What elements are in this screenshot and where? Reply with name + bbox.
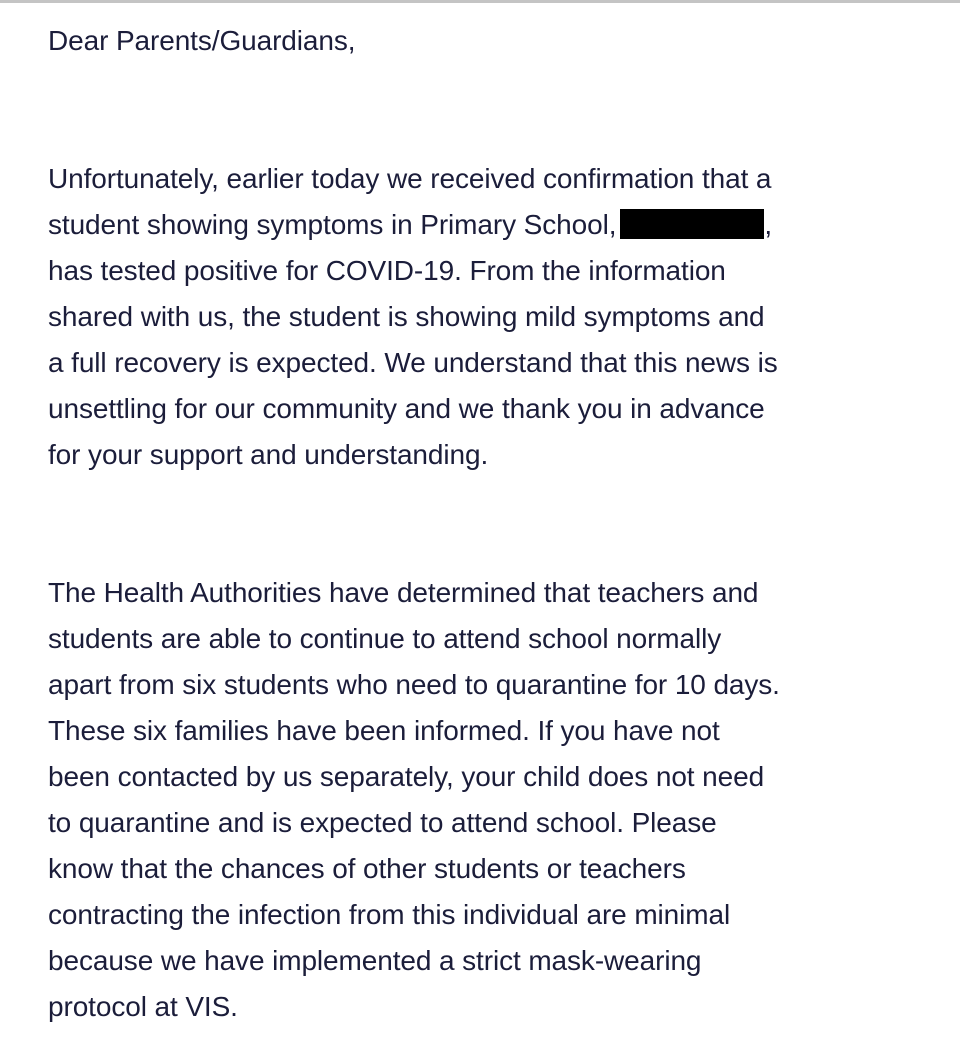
top-border [0,0,960,3]
paragraph-one-line: Unfortunately, earlier today we received confirmation that a [48,163,772,194]
letter-body [48,18,948,1030]
paragraph-two-line: apart from six students who need to quarantine for 10 days. [48,669,780,700]
paragraph-two-line: know that the chances of other students or teachers [48,853,686,884]
paragraph-two-line: These six families have been informed. If you have not [48,715,720,746]
paragraph-one-line: unsettling for our community and we thank you in advance [48,393,765,424]
paragraph-two-line: because we have implemented a strict mask-wearing [48,945,702,976]
redaction-trailing-comma: , [764,209,773,240]
paragraph-one-line: for your support and understanding. [48,439,489,470]
greeting: Dear Parents/Guardians, [48,25,356,56]
paragraph-two-line: contracting the infection from this individual are minimal [48,899,731,930]
paragraph-two-line: The Health Authorities have determined that teachers and [48,577,759,608]
paragraph-one-line: shared with us, the student is showing mild symptoms and [48,301,765,332]
paragraph-two-line: been contacted by us separately, your child does not need [48,761,765,792]
paragraph-one-line: has tested positive for COVID-19. From the information [48,255,726,286]
paragraph-two [48,570,948,1030]
paragraph-two-line: students are able to continue to attend school normally [48,623,722,654]
redaction-block [620,209,764,239]
paragraph-one-line-with-redaction [48,202,948,248]
paragraph-one-line-text: student showing symptoms in Primary School, [48,209,617,240]
paragraph-one [48,156,948,478]
paragraph-one-line: a full recovery is expected. We understand that this news is [48,347,778,378]
paragraph-two-line: protocol at VIS. [48,991,238,1022]
paragraph-two-line: to quarantine and is expected to attend school. Please [48,807,717,838]
